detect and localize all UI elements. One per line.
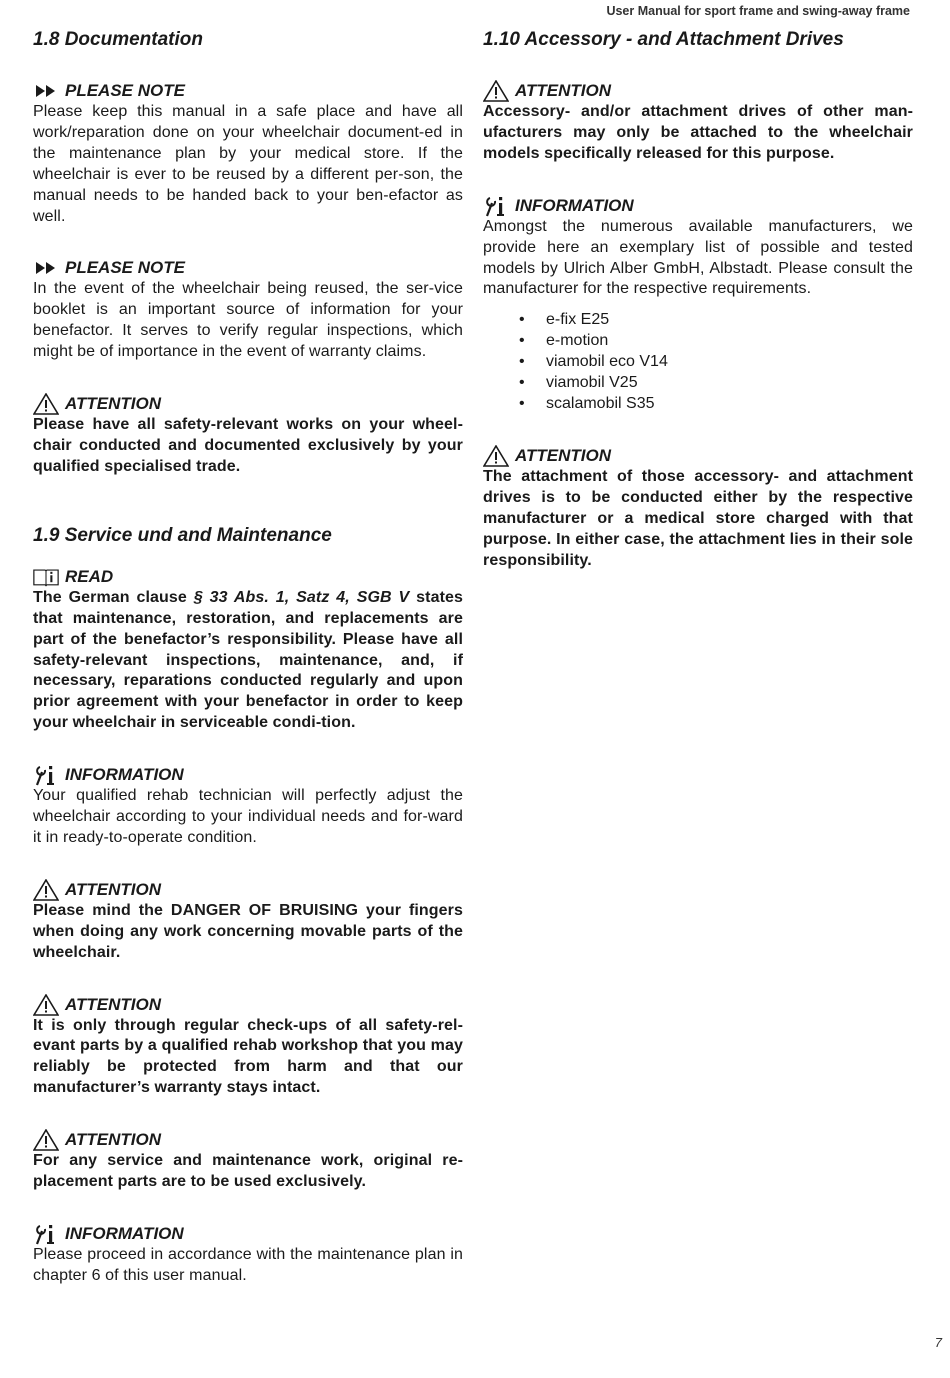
- fast-forward-icon: [33, 257, 59, 279]
- warning-triangle-icon: [33, 393, 59, 415]
- page-number: 7: [934, 1335, 942, 1350]
- fast-forward-icon: [33, 80, 59, 102]
- warning-triangle-icon: [33, 879, 59, 901]
- left-column: [33, 26, 463, 1287]
- please-note-text: Please keep this manual in a safe place and have all work/reparation done on your wheelchair document-ed in the maintenance plan by your medical store. If the wheelchair is ever to be reused by a different per-son, the manual needs to be handed back to your ben-efactor as well.: [33, 103, 463, 225]
- attention-label: ATTENTION: [33, 393, 463, 415]
- warning-triangle-icon: [483, 80, 509, 102]
- model-list: [483, 310, 913, 415]
- please-note-label: PLEASE NOTE: [33, 257, 463, 279]
- section-heading-1-10: 1.10 Accessory - and Attachment Drives: [483, 29, 844, 50]
- attention-text: It is only through regular check-ups of all safety-rel-evant parts by a qualified rehab workshop that you may reliably be protected from harm and that our manufacturer’s warranty stays intact.: [33, 1016, 463, 1097]
- attention-text: Please mind the DANGER OF BRUISING your fingers when doing any work concerning movable parts of the wheelchair.: [33, 901, 463, 961]
- please-note-text: In the event of the wheelchair being reused, the ser-vice booklet is an important source of information for your benefactor. It serves to verify regular inspections, which might be of importance in the event of warranty claims.: [33, 280, 463, 361]
- read-label: READ: [33, 566, 463, 588]
- attention-text: Accessory- and/or attachment drives of other man-ufacturers may only be attached to the wheelchair models specifically released for this purpose.: [483, 103, 913, 162]
- warning-triangle-icon: [33, 1129, 59, 1151]
- read-text: The German clause § 33 Abs. 1, Satz 4, SGB V states that maintenance, restoration, and replacements are part of the benefactor’s responsibility. Please have all safety-relevant inspections, maintenance, and, if necessary, reparations conducted regularly and upon prior agreement with your benefactor in order to keep your wheelchair in serviceable condi-tion.: [33, 588, 463, 732]
- attention-label: ATTENTION: [483, 80, 913, 102]
- attention-text: For any service and maintenance work, original re-placement parts are to be used exclusively.: [33, 1152, 463, 1191]
- wrench-info-icon: [33, 1223, 59, 1245]
- attention-label: ATTENTION: [33, 1129, 463, 1151]
- list-item: • viamobil V25: [519, 373, 913, 394]
- attention-label: ATTENTION: [33, 879, 463, 901]
- running-header: User Manual for sport frame and swing-away frame: [606, 4, 910, 18]
- attention-label: ATTENTION: [483, 445, 913, 467]
- information-text: Your qualified rehab technician will perfectly adjust the wheelchair according to your individual needs and for-ward it in ready-to-operate condition.: [33, 787, 463, 846]
- attention-text: Please have all safety-relevant works on your wheel-chair conducted and documented exclusively by your qualified specialised trade.: [33, 416, 463, 475]
- information-label: INFORMATION: [483, 195, 913, 217]
- section-heading-1-8: 1.8 Documentation: [33, 29, 203, 50]
- please-note-label: PLEASE NOTE: [33, 80, 463, 102]
- information-text: Please proceed in accordance with the maintenance plan in chapter 6 of this user manual.: [33, 1246, 463, 1284]
- information-label: INFORMATION: [33, 764, 463, 786]
- wrench-info-icon: [33, 764, 59, 786]
- list-item: • scalamobil S35: [519, 394, 913, 415]
- list-item: • e-fix E25: [519, 310, 913, 331]
- list-item: • viamobil eco V14: [519, 352, 913, 373]
- information-text: Amongst the numerous available manufacturers, we provide here an exemplary list of possible and tested models by Ulrich Alber GmbH, Albstadt. Please consult the manufacturer for the respective requirements.: [483, 217, 913, 298]
- right-column: [483, 26, 913, 571]
- list-item: • e-motion: [519, 331, 913, 352]
- book-info-icon: [33, 566, 59, 588]
- information-label: INFORMATION: [33, 1223, 463, 1245]
- section-heading-1-9: 1.9 Service und and Maintenance: [33, 524, 332, 546]
- warning-triangle-icon: [33, 994, 59, 1016]
- attention-label: ATTENTION: [33, 994, 463, 1016]
- warning-triangle-icon: [483, 445, 509, 467]
- wrench-info-icon: [483, 195, 509, 217]
- attention-text: The attachment of those accessory- and attachment drives is to be conducted either by the respective manufacturer or a medical store charged with that purpose. In either case, the attachment lies in their sole responsibility.: [483, 467, 913, 569]
